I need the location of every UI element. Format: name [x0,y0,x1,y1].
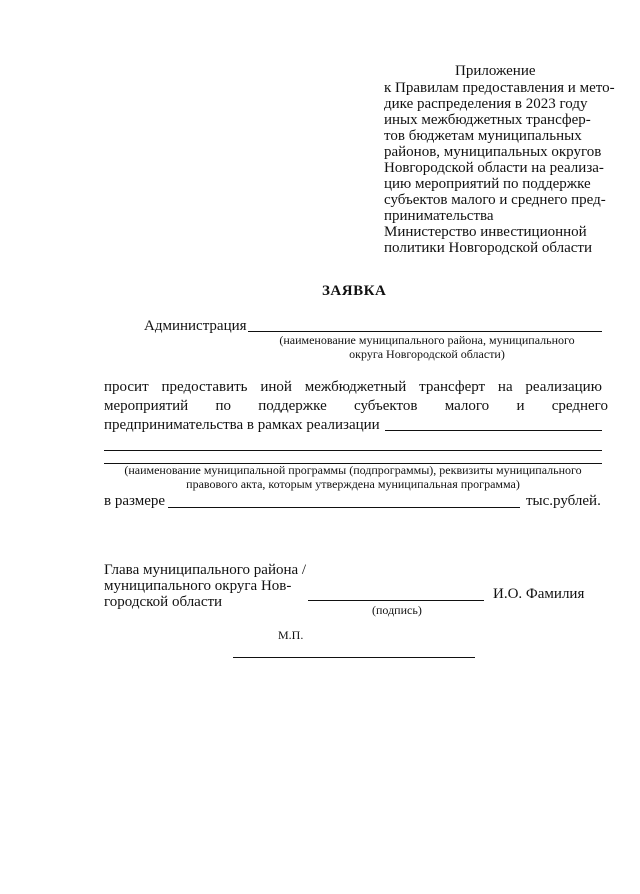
recipient-line: Министерство инвестиционной [384,224,587,240]
hint-line: (наименование муниципальной программы (подпрограммы), реквизиты муниципального [124,463,582,477]
request-word: межбюджетный [304,379,407,395]
request-word: иной [260,379,292,395]
appendix-line: районов, муниципальных округов [384,144,602,160]
appendix-line: субъектов малого и среднего пред- [384,192,606,208]
document-title: ЗАЯВКА [322,283,387,299]
amount-field[interactable] [168,507,520,508]
position-line: Глава муниципального района / [104,562,307,578]
program-hint [104,463,602,491]
appendix-line: иных межбюджетных трансфер- [384,112,591,128]
program-name-field-line-2[interactable] [104,450,602,451]
recipient-block [384,224,592,256]
program-name-field[interactable] [385,430,602,431]
stamp-label: М.П. [278,628,304,642]
appendix-line: цию мероприятий по поддержке [384,176,591,192]
request-word: предоставить [161,379,248,395]
request-word: малого [444,398,490,414]
hint-line: (наименование муниципального района, муниципального [279,333,575,347]
request-word: и [516,398,525,414]
appendix-line: тов бюджетам муниципальных [384,128,582,144]
amount-unit: тыс.рублей. [526,493,601,509]
position-line: городской области [104,594,223,610]
position-line: муниципального округа Нов- [104,578,292,594]
administration-label: Администрация [144,318,247,334]
request-line-2 [104,398,608,414]
request-word: реализацию [525,379,602,395]
appendix-line: принимательства [384,208,494,224]
bottom-field[interactable] [233,657,475,658]
recipient-line: политики Новгородской области [384,240,592,256]
request-word: трансферт [419,379,486,395]
administration-name-field[interactable] [248,331,602,332]
request-line-3: предпринимательства в рамках реализации [104,417,380,433]
hint-line: округа Новгородской области) [349,347,505,361]
request-word: субъектов [354,398,418,414]
request-word: поддержке [258,398,327,414]
signatory-position [104,562,306,610]
signatory-name: И.О. Фамилия [493,586,585,602]
appendix-reference [384,80,615,224]
signature-hint: (подпись) [372,603,422,617]
amount-label: в размере [104,493,166,509]
appendix-line: дике распределения в 2023 году [384,96,588,112]
hint-line: правового акта, которым утверждена муниципальная программа) [186,477,520,491]
request-word: среднего [551,398,608,414]
request-word: просит [104,379,149,395]
appendix-title: Приложение [455,63,536,79]
request-word: мероприятий [104,398,189,414]
appendix-line: Новгородской области на реализа- [384,160,604,176]
request-line-1 [104,379,602,395]
request-word: по [215,398,232,414]
administration-hint [262,333,592,361]
request-word: на [497,379,513,395]
appendix-line: к Правилам предоставления и мето- [384,80,615,96]
signature-field[interactable] [308,600,484,601]
